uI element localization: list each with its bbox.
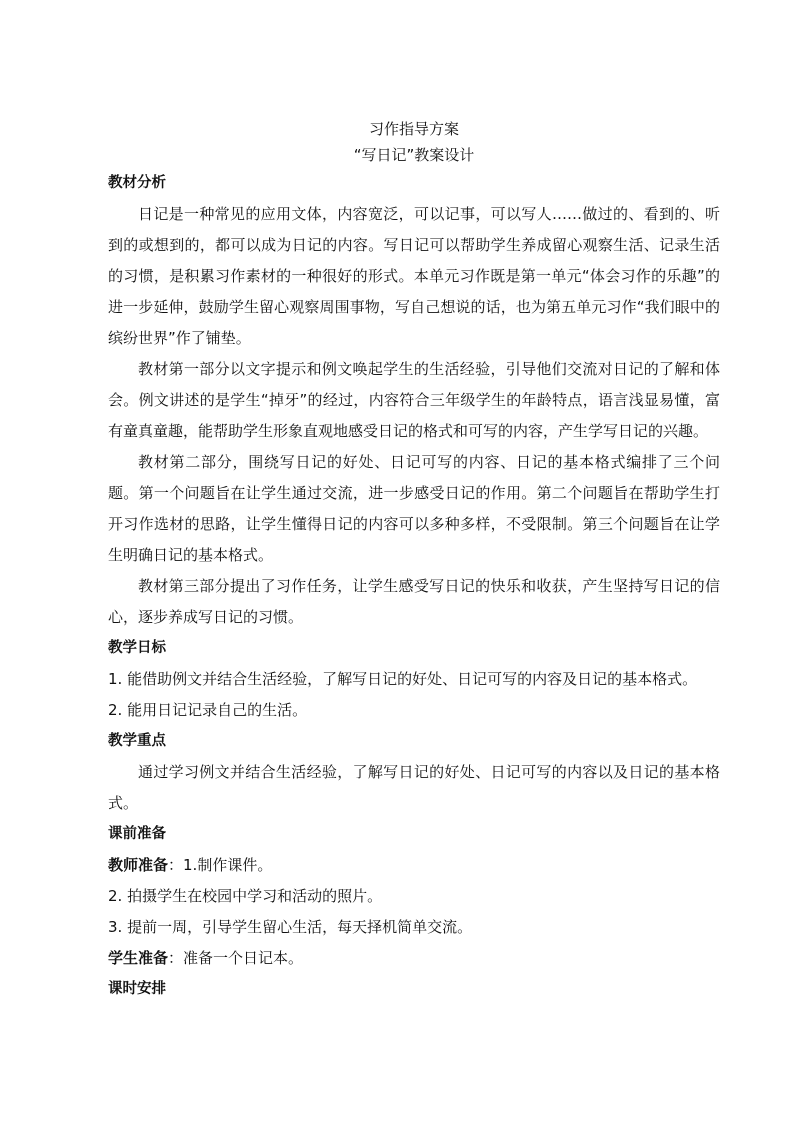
analysis-paragraph-2: 教材第一部分以文字提示和例文唤起学生的生活经验，引导他们交流对日记的了解和体会。例文讲述的是学生“掉牙”的经过，内容符合三年级学生的年龄特点，语言浅显易懂，富有童真童趣，能帮助学生形象直观地感受日记的格式和可写的内容，产生学写日记的兴趣。 xyxy=(108,360,720,440)
section-heading-focus: 教学重点 xyxy=(108,733,166,749)
analysis-paragraph-3: 教材第二部分，围绕写日记的好处、日记可写的内容、日记的基本格式编排了三个问题。第一个问题旨在让学生通过交流，进一步感受日记的作用。第二个问题旨在帮助学生打开习作选材的思路，让学生懂得日记的内容可以多种多样，不受限制。第三个问题旨在让学生明确日记的基本格式。 xyxy=(108,453,720,564)
section-heading-schedule: 课时安排 xyxy=(108,981,166,997)
document-title: 习作指导方案 xyxy=(368,120,459,138)
document-content xyxy=(108,116,720,1005)
teacher-preparation-first-item: ：1.制作课件。 xyxy=(168,856,273,874)
teacher-preparation-item-3: 3. 提前一周，引导学生留心生活，每天择机简单交流。 xyxy=(108,918,473,936)
student-preparation-line xyxy=(108,943,720,974)
goal-item-1: 1. 能借助例文并结合生活经验，了解写日记的好处、日记可写的内容及日记的基本格式。 xyxy=(108,670,698,688)
teacher-preparation-item-2: 2. 拍摄学生在校园中学习和活动的照片。 xyxy=(108,887,383,905)
section-heading-preparation: 课前准备 xyxy=(108,826,166,842)
focus-paragraph: 通过学习例文并结合生活经验，了解写日记的好处、日记可写的内容以及日记的基本格式。 xyxy=(108,763,720,812)
teacher-preparation-label: 教师准备 xyxy=(108,856,169,874)
document-subtitle: “写日记”教案设计 xyxy=(353,146,475,164)
teacher-preparation-line xyxy=(108,850,720,881)
analysis-paragraph-4: 教材第三部分提出了习作任务，让学生感受写日记的快乐和收获，产生坚持写日记的信心，逐步养成写日记的习惯。 xyxy=(108,577,720,626)
section-heading-goals: 教学日标 xyxy=(108,640,166,656)
student-preparation-label: 学生准备 xyxy=(108,949,169,967)
analysis-paragraph-1: 日记是一种常见的应用文体，内容宽泛，可以记事，可以写人……做过的、看到的、听到的或想到的，都可以成为日记的内容。写日记可以帮助学生养成留心观察生活、记录生活的习惯，是积累习作素材的一种很好的形式。本单元习作既是第一单元“体会习作的乐趣”的进一步延伸，鼓励学生留心观察周围事物，写自己想说的话，也为第五单元习作“我们眼中的缤纷世界”作了铺垫。 xyxy=(108,205,720,347)
student-preparation-text: ：准备一个日记本。 xyxy=(168,949,304,967)
goal-item-2: 2. 能用日记记录自己的生活。 xyxy=(108,701,308,719)
section-heading-analysis: 教材分析 xyxy=(108,175,166,191)
